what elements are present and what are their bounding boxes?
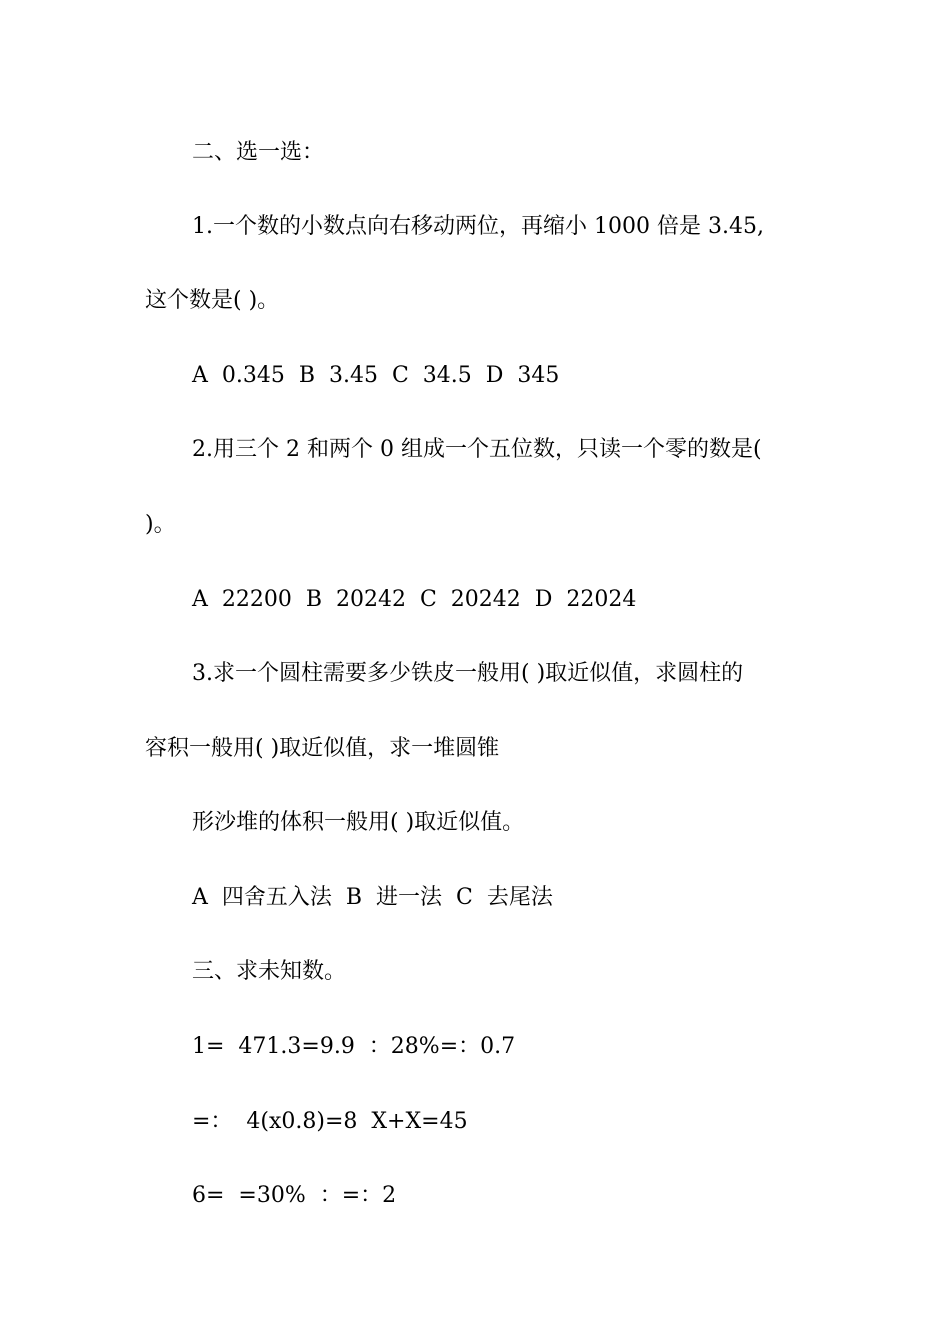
question-3-line-2: 容积一般用( )取近似值，求一堆圆锥 [145,736,500,761]
section-three-heading: 三、求未知数。 [192,959,347,984]
question-2-line-1: 2.用三个 2 和两个 0 组成一个五位数，只读一个零的数是( [192,437,762,462]
equation-row-2: =： 4(x0.8)=8 X+X=45 [192,1109,468,1134]
question-3-line-3: 形沙堆的体积一般用( )取近似值。 [192,810,525,835]
question-1-line-1: 1.一个数的小数点向右移动两位，再缩小 1000 倍是 3.45, [192,214,764,239]
question-3-line-1: 3.求一个圆柱需要多少铁皮一般用( )取近似值，求圆柱的 [192,661,744,686]
question-3-options: A 四舍五入法 B 进一法 C 去尾法 [192,885,553,910]
section-two-heading: 二、选一选： [192,140,325,165]
question-2-options: A 22200 B 20242 C 20242 D 22024 [192,587,637,612]
equation-row-3: 6= =30% ：=：2 [192,1183,397,1208]
question-2-line-2: )。 [145,512,176,537]
equation-row-1: 1= 471.3=9.9 ：28%=：0.7 [192,1034,516,1059]
question-1-options: A 0.345 B 3.45 C 34.5 D 345 [192,363,560,388]
question-1-line-2: 这个数是( )。 [145,288,280,313]
